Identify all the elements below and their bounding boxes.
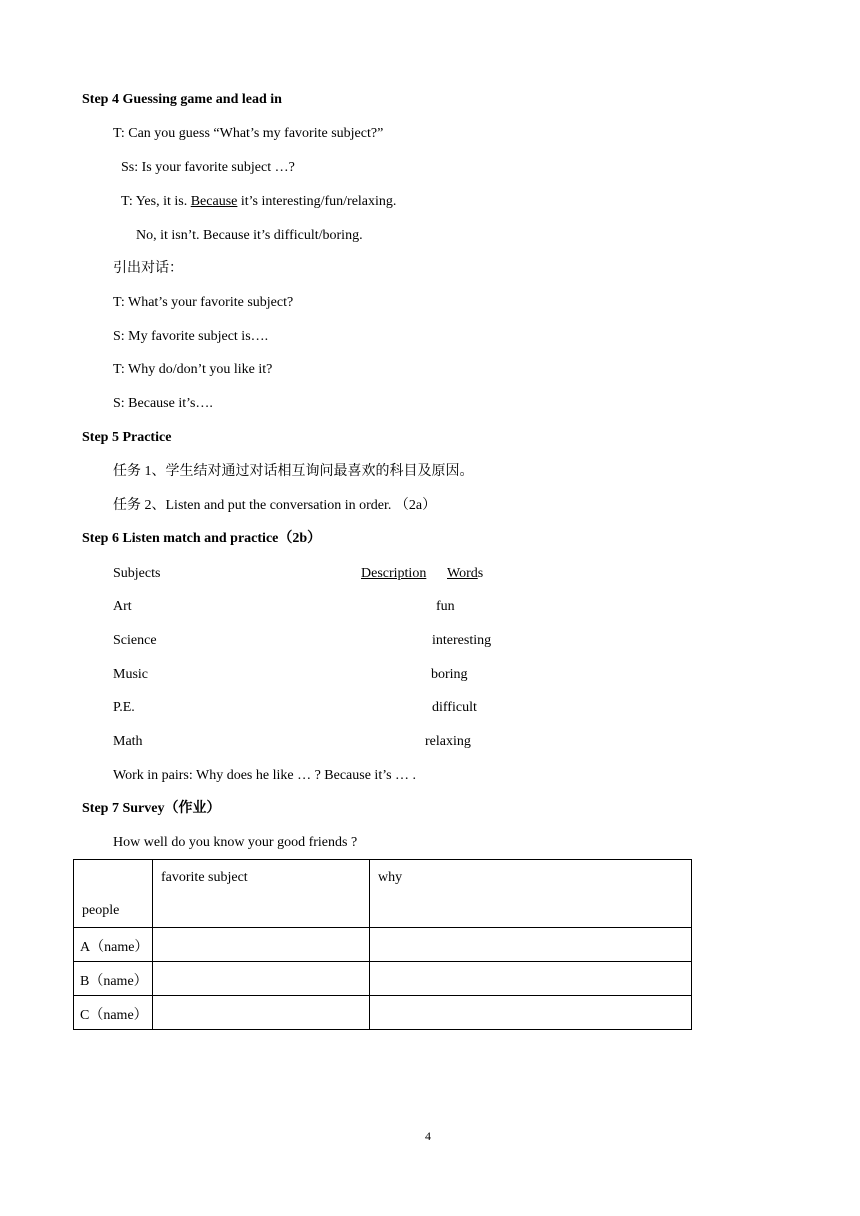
step6-word: interesting — [432, 633, 492, 648]
step6-subject: P.E. — [113, 700, 135, 715]
table-row — [74, 928, 692, 962]
survey-subject-cell — [153, 928, 370, 962]
step6-subject: Science — [113, 633, 157, 648]
survey-header-why — [370, 860, 692, 928]
step6-word: difficult — [432, 700, 477, 715]
step7-question: How well do you know your good friends ? — [113, 835, 358, 850]
survey-name-cell — [74, 996, 153, 1030]
survey-why-cell — [370, 928, 692, 962]
dialog-line: T: Why do/don’t you like it? — [113, 362, 273, 377]
survey-subject-cell — [153, 996, 370, 1030]
survey-why-cell — [370, 996, 692, 1030]
step5-task2: 任务 2、Listen and put the conversation in order. （2a） — [113, 498, 437, 513]
step6-col-words — [447, 565, 483, 583]
page-number: 4 — [425, 1129, 431, 1143]
survey-name-label: C（name） — [80, 1008, 148, 1023]
survey-name-cell — [74, 928, 153, 962]
survey-header-people — [74, 860, 153, 928]
step4-line-yes-prefix: T: Yes, it is. — [121, 194, 191, 209]
step4-line-no: No, it isn’t. Because it’s difficult/boring. — [136, 228, 363, 243]
step6-word: fun — [436, 599, 455, 614]
survey-header-subject — [153, 860, 370, 928]
survey-name-label: A（name） — [80, 940, 149, 955]
step6-col-words-tail: s — [477, 566, 484, 581]
step5-task1: 任务 1、学生结对通过对话相互询问最喜欢的科目及原因。 — [113, 464, 474, 479]
step4-line-yes-because: Because — [190, 194, 238, 209]
step4-line-yes — [121, 193, 396, 211]
survey-header-why-label: why — [378, 870, 403, 885]
step7-heading: Step 7 Survey（作业） — [82, 801, 221, 816]
step6-col-description: Description — [361, 566, 427, 581]
step6-pairwork: Work in pairs: Why does he like … ? Because it’s … . — [113, 768, 417, 783]
survey-table — [73, 859, 692, 1030]
step6-word: relaxing — [425, 734, 471, 749]
dialog-line: S: My favorite subject is…. — [113, 329, 269, 344]
step6-subject: Math — [113, 734, 143, 749]
step4-line-guess: T: Can you guess “What’s my favorite subject?” — [113, 126, 384, 141]
step4-line-yes-suffix: it’s interesting/fun/relaxing. — [237, 194, 397, 209]
survey-name-cell — [74, 962, 153, 996]
step4-line-students: Ss: Is your favorite subject …? — [121, 160, 295, 175]
dialog-line: S: Because it’s…. — [113, 396, 213, 411]
step4-intro: 引出对话： — [113, 261, 183, 276]
survey-name-label: B（name） — [80, 974, 148, 989]
step6-word: boring — [431, 667, 468, 682]
step6-subject: Music — [113, 667, 148, 682]
step5-heading: Step 5 Practice — [82, 430, 172, 445]
step6-col-subjects: Subjects — [113, 566, 161, 581]
survey-subject-cell — [153, 962, 370, 996]
step6-col-words-underlined: Word — [447, 566, 478, 581]
table-row — [74, 962, 692, 996]
table-row — [74, 996, 692, 1030]
survey-header-people-label: people — [82, 903, 120, 918]
step6-heading: Step 6 Listen match and practice（2b） — [82, 531, 322, 546]
survey-why-cell — [370, 962, 692, 996]
dialog-line: T: What’s your favorite subject? — [113, 295, 294, 310]
survey-header-subject-label: favorite subject — [161, 870, 248, 885]
survey-header-row — [74, 860, 692, 928]
step4-heading: Step 4 Guessing game and lead in — [82, 92, 282, 107]
step6-subject: Art — [113, 599, 132, 614]
